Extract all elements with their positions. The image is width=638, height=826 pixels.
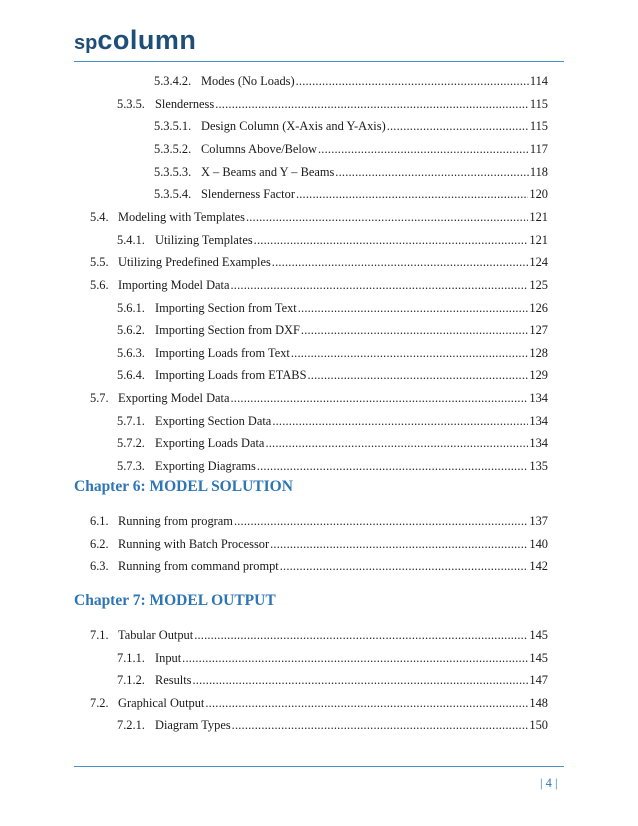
chapter-6-heading: Chapter 6: MODEL SOLUTION: [74, 478, 293, 495]
toc-entry-title: Modeling with Templates: [118, 209, 245, 224]
toc-entry-number: 7.1.1.: [117, 650, 145, 665]
toc-entry[interactable]: [154, 140, 548, 158]
toc-entry-page: 120: [529, 187, 548, 202]
header-divider: [74, 61, 564, 62]
toc-entry-page: 135: [529, 459, 548, 474]
toc-entry-title: Graphical Output: [118, 695, 205, 710]
toc-entry[interactable]: [117, 434, 548, 452]
toc-entry-number: 5.6.2.: [117, 323, 145, 338]
toc-entry[interactable]: [90, 694, 548, 712]
toc-entry-number: 5.3.4.2.: [154, 74, 192, 88]
toc-entry-number: 5.3.5.1.: [154, 119, 192, 134]
toc-entry-title: Input: [155, 650, 182, 665]
toc-dot-leader: [290, 344, 529, 362]
toc-entry-number: 6.3.: [90, 559, 109, 573]
toc-entry-title: Design Column (X-Axis and Y-Axis): [201, 119, 386, 134]
toc-dot-leader: [306, 366, 528, 384]
toc-entry-number: 6.2.: [90, 536, 109, 551]
toc-entry[interactable]: [90, 253, 548, 271]
toc-entry[interactable]: [117, 366, 548, 384]
toc-entry[interactable]: [90, 389, 548, 407]
toc-entry-number: 7.1.: [90, 628, 109, 642]
toc-entry-title: X – Beams and Y – Beams: [201, 164, 335, 179]
toc-entry[interactable]: [154, 117, 548, 135]
toc-entry-page: 115: [529, 119, 548, 134]
toc-entry-page: 117: [529, 141, 548, 156]
toc-entry-page: 134: [529, 413, 548, 428]
toc-dot-leader: [192, 671, 529, 689]
toc-entry-number: 5.7.3.: [117, 459, 145, 474]
toc-entry-number: 5.7.2.: [117, 436, 145, 451]
logo-sp-text: sp: [74, 32, 98, 54]
toc-entry-number: 5.6.3.: [117, 345, 145, 360]
toc-entry-page: 128: [529, 345, 548, 360]
toc-entry[interactable]: [90, 535, 548, 553]
toc-entry-page: 134: [529, 391, 548, 406]
toc-dot-leader: [204, 694, 528, 712]
footer-divider: [74, 766, 564, 767]
toc-entry-title: Exporting Loads Data: [155, 436, 265, 451]
toc-entry-title: Utilizing Templates: [155, 232, 253, 247]
toc-entry-number: 5.3.5.3.: [154, 164, 192, 179]
toc-entry-title: Importing Section from DXF: [155, 323, 300, 338]
toc-entry[interactable]: [117, 457, 548, 475]
toc-entry-page: 121: [529, 232, 548, 247]
toc-dot-leader: [253, 231, 529, 249]
toc-entry-title: Exporting Section Data: [155, 413, 272, 428]
toc-entry-page: 134: [529, 436, 548, 451]
toc-dot-leader: [271, 253, 529, 271]
chapter-7-heading: Chapter 7: MODEL OUTPUT: [74, 592, 276, 609]
toc-entry-page: 114: [529, 74, 548, 88]
toc-entry-number: 5.5.: [90, 255, 109, 270]
toc-dot-leader: [386, 117, 529, 135]
toc-entry-page: 127: [529, 323, 548, 338]
toc-dot-leader: [214, 95, 529, 113]
toc-entry-number: 5.3.5.4.: [154, 187, 192, 202]
toc-entry-page: 121: [529, 209, 548, 224]
toc-dot-leader: [269, 535, 528, 553]
toc-entry-page: 125: [529, 277, 548, 292]
toc-entry-title: Importing Loads from ETABS: [155, 368, 307, 383]
toc-entry-title: Modes (No Loads): [201, 74, 295, 88]
toc-entry[interactable]: [90, 512, 548, 530]
toc-dot-leader: [317, 140, 529, 158]
toc-entry-title: Importing Section from Text: [155, 300, 297, 315]
toc-entry-page: 142: [529, 559, 548, 573]
logo-column-text: column: [97, 25, 197, 55]
toc-entry-title: Exporting Diagrams: [155, 459, 256, 474]
toc-entry-title: Tabular Output: [118, 628, 194, 642]
toc-dot-leader: [295, 185, 528, 203]
toc-entry-title: Exporting Model Data: [118, 391, 230, 406]
toc-entry[interactable]: [117, 231, 548, 249]
toc-entry[interactable]: [117, 671, 548, 689]
toc-entry-page: 124: [529, 255, 548, 270]
toc-entry-number: 6.1.: [90, 514, 109, 528]
toc-entry[interactable]: [154, 163, 548, 181]
toc-entry-number: 5.4.: [90, 209, 109, 224]
toc-entry-title: Running from program: [118, 514, 233, 528]
toc-dot-leader: [230, 389, 529, 407]
toc-entry[interactable]: [117, 95, 548, 113]
toc-entry-title: Running from command prompt: [118, 559, 279, 573]
toc-entry-number: 5.3.5.2.: [154, 141, 192, 156]
toc-entry-number: 5.3.5.: [117, 96, 145, 111]
toc-dot-leader: [231, 716, 529, 734]
toc-dot-leader: [279, 557, 529, 575]
toc-entry-title: Importing Model Data: [118, 277, 230, 292]
toc-dot-leader: [256, 457, 529, 475]
toc-entry[interactable]: [117, 716, 548, 734]
toc-entry[interactable]: [154, 185, 548, 203]
toc-dot-leader: [181, 649, 528, 667]
toc-entry[interactable]: [117, 344, 548, 362]
toc-entry[interactable]: [90, 276, 548, 294]
toc-entry[interactable]: [90, 626, 548, 644]
toc-entry-page: 115: [529, 96, 548, 111]
toc-entry-title: Importing Loads from Text: [155, 345, 290, 360]
toc-dot-leader: [264, 434, 528, 452]
toc-entry-title: Results: [155, 673, 192, 687]
toc-entry-number: 7.1.2.: [117, 673, 145, 687]
toc-entry-page: 137: [529, 514, 548, 528]
toc-entry-title: Slenderness Factor: [201, 187, 295, 202]
logo: [74, 24, 196, 54]
toc-entry[interactable]: [117, 649, 548, 667]
toc-dot-leader: [334, 163, 529, 181]
toc-entry-page: 148: [529, 695, 548, 710]
toc-entry-page: 145: [529, 650, 548, 665]
toc-entry-title: Utilizing Predefined Examples: [118, 255, 271, 270]
toc-entry-number: 7.2.: [90, 695, 109, 710]
toc-entry-page: 145: [529, 628, 548, 642]
toc-entry-title: Columns Above/Below: [201, 141, 317, 156]
toc-entry-number: 5.7.: [90, 391, 109, 406]
toc-entry-number: 5.6.: [90, 277, 109, 292]
toc-entry-title: Running with Batch Processor: [118, 536, 270, 551]
toc-entry-page: 150: [529, 718, 548, 732]
toc-entry-page: 129: [529, 368, 548, 383]
toc-entry-page: 140: [529, 536, 548, 551]
toc-entry[interactable]: [117, 299, 548, 317]
toc-dot-leader: [271, 412, 528, 430]
toc-entry[interactable]: [117, 412, 548, 430]
toc-dot-leader: [295, 72, 529, 90]
toc-entry-number: 5.7.1.: [117, 413, 145, 428]
toc-dot-leader: [297, 299, 529, 317]
toc-entry-page: 126: [529, 300, 548, 315]
toc-entry-page: 118: [529, 164, 548, 179]
toc-entry[interactable]: [117, 321, 548, 339]
toc-entry[interactable]: [90, 557, 548, 575]
toc-entry-number: 5.6.4.: [117, 368, 145, 383]
toc-entry-number: 5.4.1.: [117, 232, 145, 247]
toc-entry-number: 7.2.1.: [117, 718, 145, 732]
toc-entry-page: 147: [529, 673, 548, 687]
toc-entry[interactable]: [154, 72, 548, 90]
toc-dot-leader: [245, 208, 528, 226]
toc-dot-leader: [230, 276, 529, 294]
toc-entry[interactable]: [90, 208, 548, 226]
toc-entry-title: Diagram Types: [155, 718, 231, 732]
toc-entry-title: Slenderness: [155, 96, 215, 111]
toc-entry-number: 5.6.1.: [117, 300, 145, 315]
page-number: | 4 |: [540, 776, 558, 790]
toc-dot-leader: [233, 512, 528, 530]
toc-dot-leader: [300, 321, 529, 339]
toc-dot-leader: [193, 626, 528, 644]
